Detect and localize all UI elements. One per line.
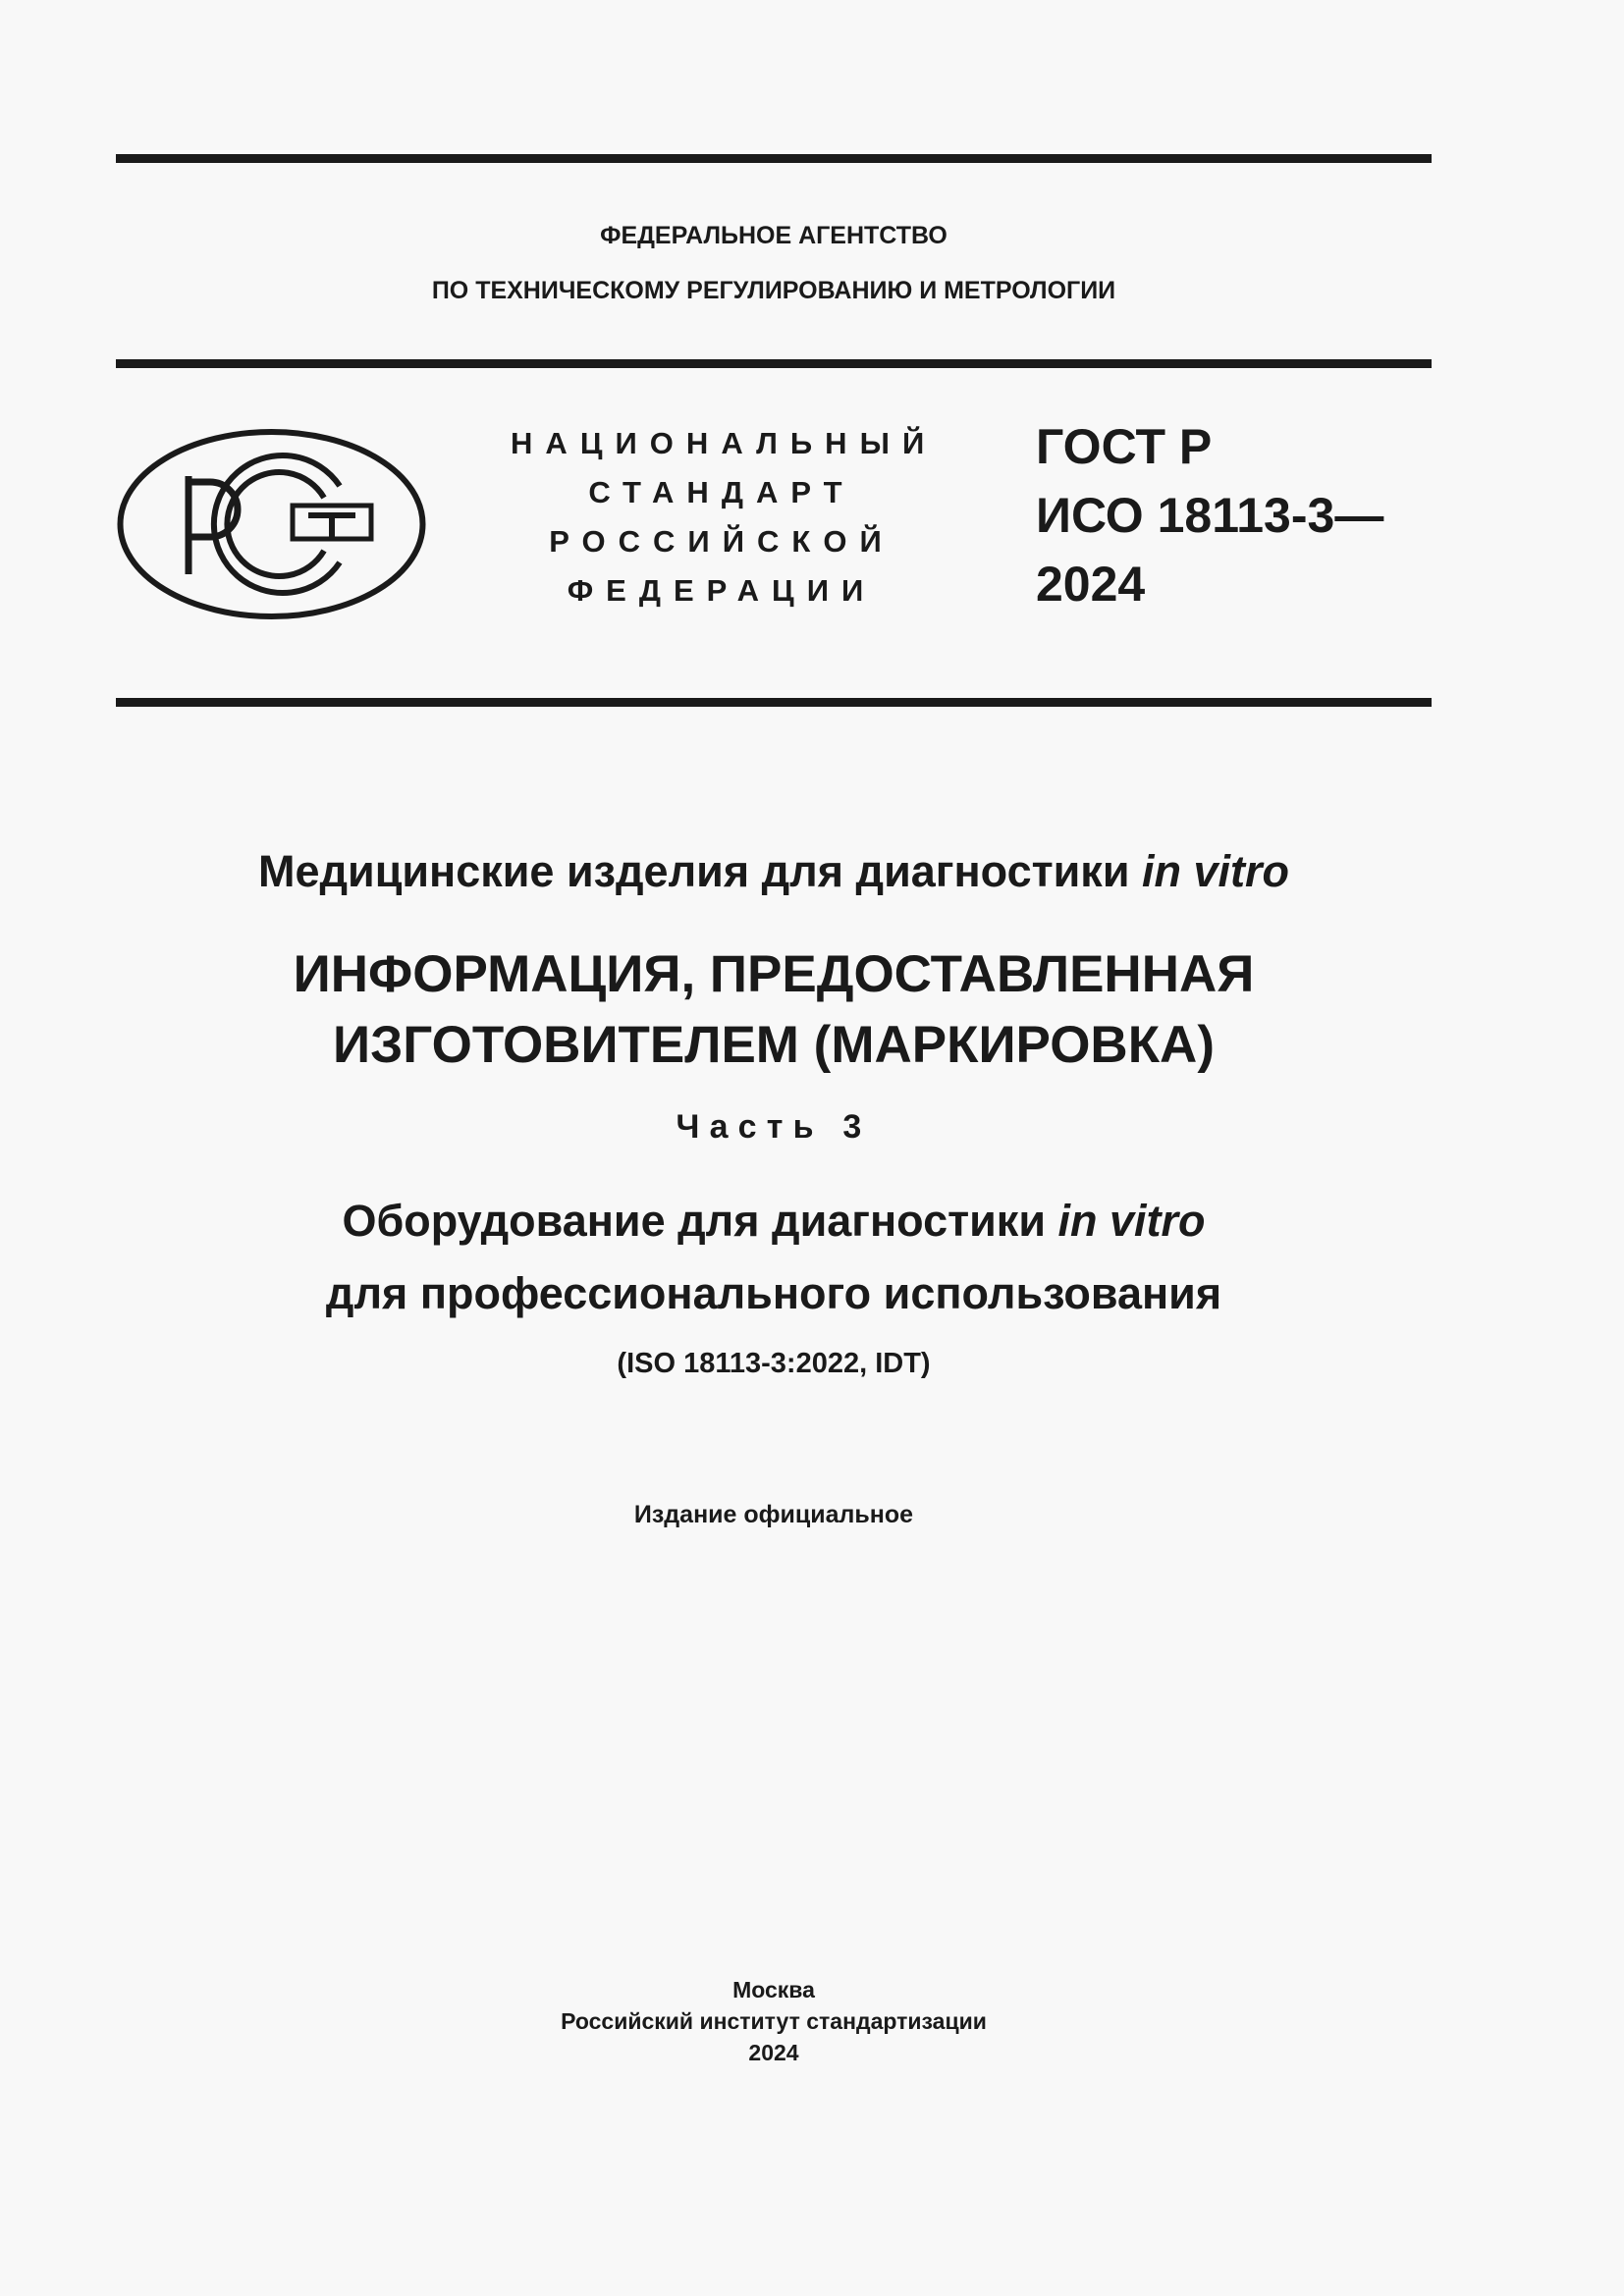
publisher-city: Москва <box>732 1977 815 2002</box>
standard-designation-line2: ИСО 18113-3— <box>1036 488 1384 543</box>
edition-label: Издание официальное <box>633 1501 914 1528</box>
rst-certification-mark-icon <box>116 427 427 621</box>
part-title-line1-italic: in vitro <box>1057 1196 1206 1246</box>
agency-name-line1: ФЕДЕРАЛЬНОЕ АГЕНТСТВО <box>600 222 947 249</box>
publication-year: 2024 <box>748 2040 799 2065</box>
main-title-line2: ИЗГОТОВИТЕЛЕМ (МАРКИРОВКА) <box>333 1016 1215 1074</box>
part-title-line2: для профессионального использования <box>325 1268 1222 1318</box>
iso-reference: (ISO 18113-3:2022, IDT) <box>617 1348 931 1379</box>
national-standard-line-2: СТАНДАРТ <box>588 475 855 509</box>
standard-designation-line1: ГОСТ Р <box>1036 419 1213 474</box>
national-standard-line-3: РОССИЙСКОЙ <box>549 524 894 559</box>
main-title-line1: ИНФОРМАЦИЯ, ПРЕДОСТАВЛЕННАЯ <box>293 945 1255 1003</box>
part-title-line1 <box>0 1185 1547 1257</box>
agency-name-line2: ПО ТЕХНИЧЕСКОМУ РЕГУЛИРОВАНИЮ И МЕТРОЛОГИИ <box>431 277 1116 304</box>
top-rule <box>116 154 1432 163</box>
header-rule <box>116 359 1432 368</box>
part-number: Часть 3 <box>676 1108 872 1146</box>
subject-title-italic: in vitro <box>1142 846 1290 896</box>
standard-designation-line3: 2024 <box>1036 557 1146 612</box>
bottom-header-rule <box>116 698 1432 707</box>
national-standard-line-4: ФЕДЕРАЦИИ <box>567 573 877 608</box>
subject-title-text: Медицинские изделия для диагностики <box>257 846 1142 896</box>
part-title-line1-text: Оборудование для диагностики <box>342 1196 1058 1246</box>
publisher-name: Российский институт стандартизации <box>561 2008 987 2034</box>
subject-title <box>0 846 1547 897</box>
national-standard-line-1: НАЦИОНАЛЬНЫЙ <box>511 426 938 460</box>
